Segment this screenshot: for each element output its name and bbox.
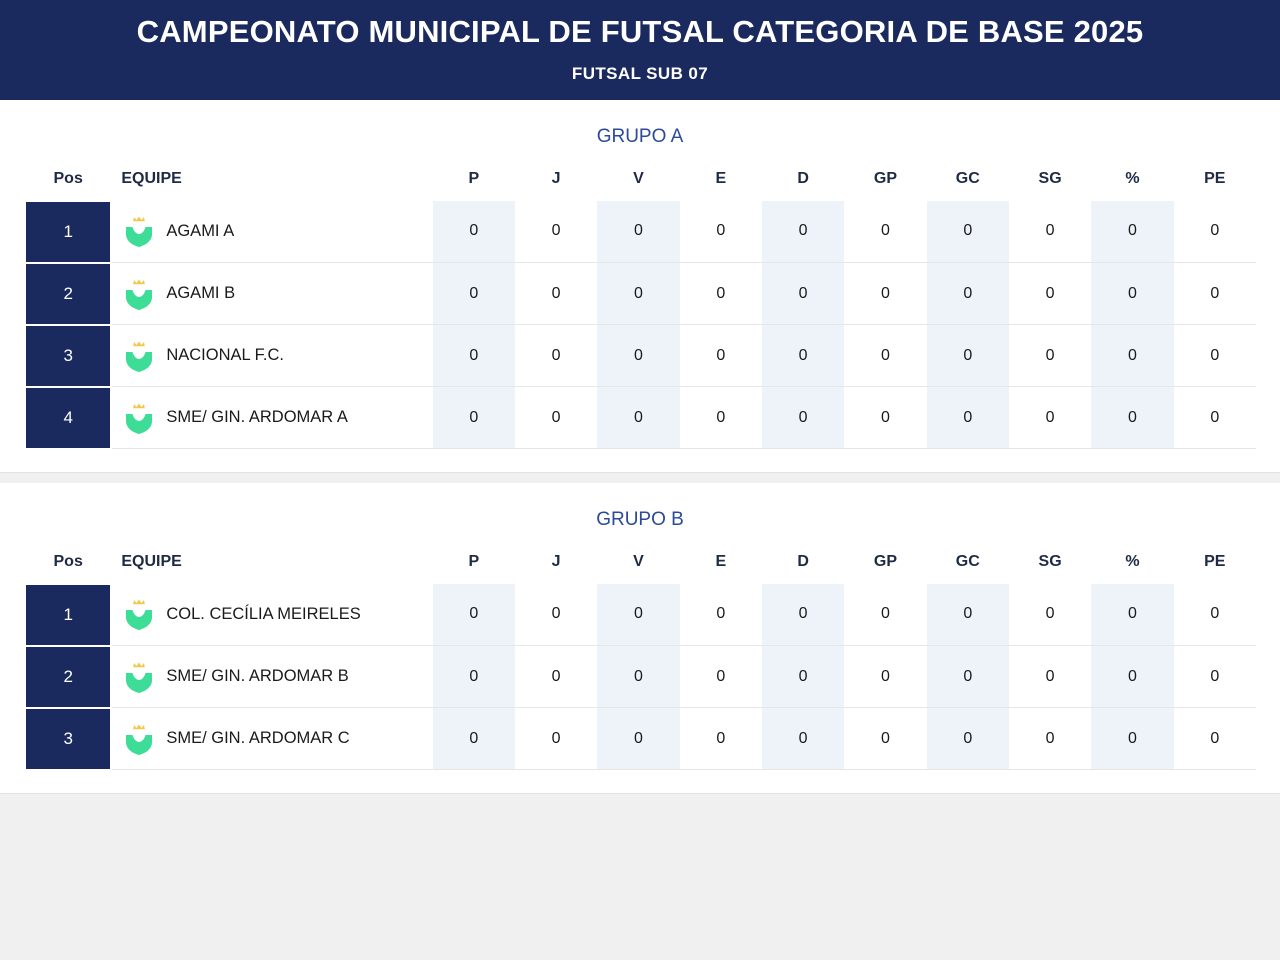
stat-cell-v: 0 xyxy=(597,387,679,449)
position-cell: 2 xyxy=(25,646,111,708)
stat-cell-gc: 0 xyxy=(927,646,1009,708)
stat-cell-gc: 0 xyxy=(927,708,1009,770)
table-row[interactable] xyxy=(25,263,1256,325)
stat-cell-pe: 0 xyxy=(1210,667,1220,685)
team-cell[interactable] xyxy=(111,201,432,263)
shield-crest-icon xyxy=(122,214,156,248)
column-header-j: J xyxy=(551,170,561,188)
column-header-pe: PE xyxy=(1204,553,1226,571)
stat-cell-sg: 0 xyxy=(1045,346,1055,364)
column-header-e: E xyxy=(715,553,727,571)
stat-cell-e: 0 xyxy=(716,284,726,302)
stat-cell-sg: 0 xyxy=(1045,284,1055,302)
group-panel xyxy=(0,100,1280,473)
team-name: AGAMI A xyxy=(166,222,235,241)
group-title: GRUPO A xyxy=(596,125,684,147)
stat-cell-j: 0 xyxy=(551,222,561,240)
team-cell[interactable] xyxy=(111,584,432,646)
team-cell[interactable] xyxy=(111,708,432,770)
column-header-gp: GP xyxy=(873,170,897,188)
page-title: CAMPEONATO MUNICIPAL DE FUTSAL CATEGORIA DE BASE 2025 xyxy=(136,14,1144,49)
stat-cell-d: 0 xyxy=(762,387,844,449)
table-row[interactable] xyxy=(25,708,1256,770)
column-header-gc: GC xyxy=(955,170,980,188)
column-header-equipe: EQUIPE xyxy=(121,553,182,571)
table-row[interactable] xyxy=(25,387,1256,449)
stat-cell-j: 0 xyxy=(551,605,561,623)
stat-cell-p: 0 xyxy=(433,263,515,325)
stat-cell-sg: 0 xyxy=(1045,408,1055,426)
column-header-equipe: EQUIPE xyxy=(121,170,182,188)
stat-cell-pct: 0 xyxy=(1091,263,1173,325)
stat-cell-v: 0 xyxy=(597,263,679,325)
column-header-j: J xyxy=(551,553,561,571)
team-name: SME/ GIN. ARDOMAR B xyxy=(166,667,349,686)
column-header-p: P xyxy=(468,553,480,571)
standings-table xyxy=(24,164,1256,450)
stat-cell-j: 0 xyxy=(551,667,561,685)
stat-cell-pe: 0 xyxy=(1210,729,1220,747)
stat-cell-pct: 0 xyxy=(1091,325,1173,387)
stat-cell-j: 0 xyxy=(551,408,561,426)
standings-table xyxy=(24,547,1256,771)
team-wrapper xyxy=(122,339,426,373)
column-header-d: D xyxy=(797,553,809,571)
stat-cell-gc: 0 xyxy=(927,584,1009,646)
shield-crest-icon xyxy=(122,277,156,311)
team-name: SME/ GIN. ARDOMAR C xyxy=(166,729,350,748)
team-name: NACIONAL F.C. xyxy=(166,346,285,365)
team-name: COL. CECÍLIA MEIRELES xyxy=(166,605,361,624)
shield-crest-icon xyxy=(122,722,156,756)
team-cell[interactable] xyxy=(111,325,432,387)
stat-cell-e: 0 xyxy=(716,222,726,240)
stat-cell-e: 0 xyxy=(716,408,726,426)
team-wrapper xyxy=(122,214,426,248)
stat-cell-gp: 0 xyxy=(880,605,890,623)
stat-cell-gp: 0 xyxy=(880,222,890,240)
team-wrapper xyxy=(122,277,426,311)
team-name: AGAMI B xyxy=(166,284,236,303)
stat-cell-sg: 0 xyxy=(1045,729,1055,747)
stat-cell-sg: 0 xyxy=(1045,667,1055,685)
shield-crest-icon xyxy=(122,401,156,435)
stat-cell-d: 0 xyxy=(762,201,844,263)
team-cell[interactable] xyxy=(111,387,432,449)
column-header-gp: GP xyxy=(873,553,897,571)
stat-cell-v: 0 xyxy=(597,201,679,263)
page-header xyxy=(0,0,1280,100)
shield-crest-icon xyxy=(122,597,156,631)
stat-cell-p: 0 xyxy=(433,387,515,449)
column-header-p: P xyxy=(468,170,480,188)
column-header-pos: Pos xyxy=(53,552,83,570)
column-header-sg: SG xyxy=(1038,170,1062,188)
stat-cell-sg: 0 xyxy=(1045,605,1055,623)
stat-cell-d: 0 xyxy=(762,708,844,770)
team-wrapper xyxy=(122,660,426,694)
stat-cell-gp: 0 xyxy=(880,284,890,302)
team-wrapper xyxy=(122,722,426,756)
stat-cell-p: 0 xyxy=(433,646,515,708)
position-cell: 2 xyxy=(25,263,111,325)
table-row[interactable] xyxy=(25,584,1256,646)
stat-cell-sg: 0 xyxy=(1045,222,1055,240)
stat-cell-e: 0 xyxy=(716,729,726,747)
column-header-v: V xyxy=(633,553,644,571)
column-header-e: E xyxy=(715,170,727,188)
stat-cell-e: 0 xyxy=(716,605,726,623)
column-header-: % xyxy=(1125,170,1140,188)
stat-cell-gp: 0 xyxy=(880,408,890,426)
table-header-row xyxy=(25,164,1256,201)
stat-cell-v: 0 xyxy=(597,708,679,770)
stat-cell-gc: 0 xyxy=(927,325,1009,387)
table-row[interactable] xyxy=(25,646,1256,708)
page-subtitle: FUTSAL SUB 07 xyxy=(571,63,709,83)
stat-cell-v: 0 xyxy=(597,646,679,708)
stat-cell-v: 0 xyxy=(597,325,679,387)
stat-cell-d: 0 xyxy=(762,263,844,325)
shield-crest-icon xyxy=(122,339,156,373)
team-wrapper xyxy=(122,401,426,435)
stat-cell-j: 0 xyxy=(551,346,561,364)
stat-cell-p: 0 xyxy=(433,708,515,770)
stat-cell-gp: 0 xyxy=(880,667,890,685)
groups-container xyxy=(0,100,1280,794)
stat-cell-pct: 0 xyxy=(1091,201,1173,263)
group-panel xyxy=(0,483,1280,794)
position-cell: 3 xyxy=(25,708,111,770)
stat-cell-gc: 0 xyxy=(927,387,1009,449)
stat-cell-d: 0 xyxy=(762,584,844,646)
stat-cell-e: 0 xyxy=(716,667,726,685)
column-header-pe: PE xyxy=(1204,170,1226,188)
team-cell[interactable] xyxy=(111,646,432,708)
column-header-v: V xyxy=(633,170,644,188)
table-row[interactable] xyxy=(25,325,1256,387)
stat-cell-pe: 0 xyxy=(1210,408,1220,426)
stat-cell-d: 0 xyxy=(762,325,844,387)
stat-cell-p: 0 xyxy=(433,325,515,387)
column-header-d: D xyxy=(797,170,809,188)
stat-cell-pe: 0 xyxy=(1210,222,1220,240)
column-header-: % xyxy=(1125,553,1140,571)
stat-cell-j: 0 xyxy=(551,729,561,747)
stat-cell-e: 0 xyxy=(716,346,726,364)
stat-cell-pct: 0 xyxy=(1091,584,1173,646)
stat-cell-pct: 0 xyxy=(1091,646,1173,708)
stat-cell-gp: 0 xyxy=(880,729,890,747)
stat-cell-gc: 0 xyxy=(927,201,1009,263)
stat-cell-pct: 0 xyxy=(1091,708,1173,770)
table-header-row xyxy=(25,547,1256,584)
column-header-sg: SG xyxy=(1038,553,1062,571)
stat-cell-j: 0 xyxy=(551,284,561,302)
page-bottom-filler xyxy=(0,794,1280,864)
stat-cell-d: 0 xyxy=(762,646,844,708)
team-wrapper xyxy=(122,597,426,631)
stat-cell-pe: 0 xyxy=(1210,605,1220,623)
position-cell: 1 xyxy=(25,201,111,263)
position-cell: 4 xyxy=(25,387,111,449)
stat-cell-gp: 0 xyxy=(880,346,890,364)
team-name: SME/ GIN. ARDOMAR A xyxy=(166,408,348,427)
stat-cell-pct: 0 xyxy=(1091,387,1173,449)
column-header-pos: Pos xyxy=(53,169,83,187)
stat-cell-pe: 0 xyxy=(1210,346,1220,364)
table-row[interactable] xyxy=(25,201,1256,263)
group-title: GRUPO B xyxy=(596,508,684,530)
stat-cell-pe: 0 xyxy=(1210,284,1220,302)
shield-crest-icon xyxy=(122,660,156,694)
team-cell[interactable] xyxy=(111,263,432,325)
stat-cell-gc: 0 xyxy=(927,263,1009,325)
column-header-gc: GC xyxy=(955,553,980,571)
position-cell: 1 xyxy=(25,584,111,646)
stat-cell-v: 0 xyxy=(597,584,679,646)
position-cell: 3 xyxy=(25,325,111,387)
stat-cell-p: 0 xyxy=(433,584,515,646)
stat-cell-p: 0 xyxy=(433,201,515,263)
